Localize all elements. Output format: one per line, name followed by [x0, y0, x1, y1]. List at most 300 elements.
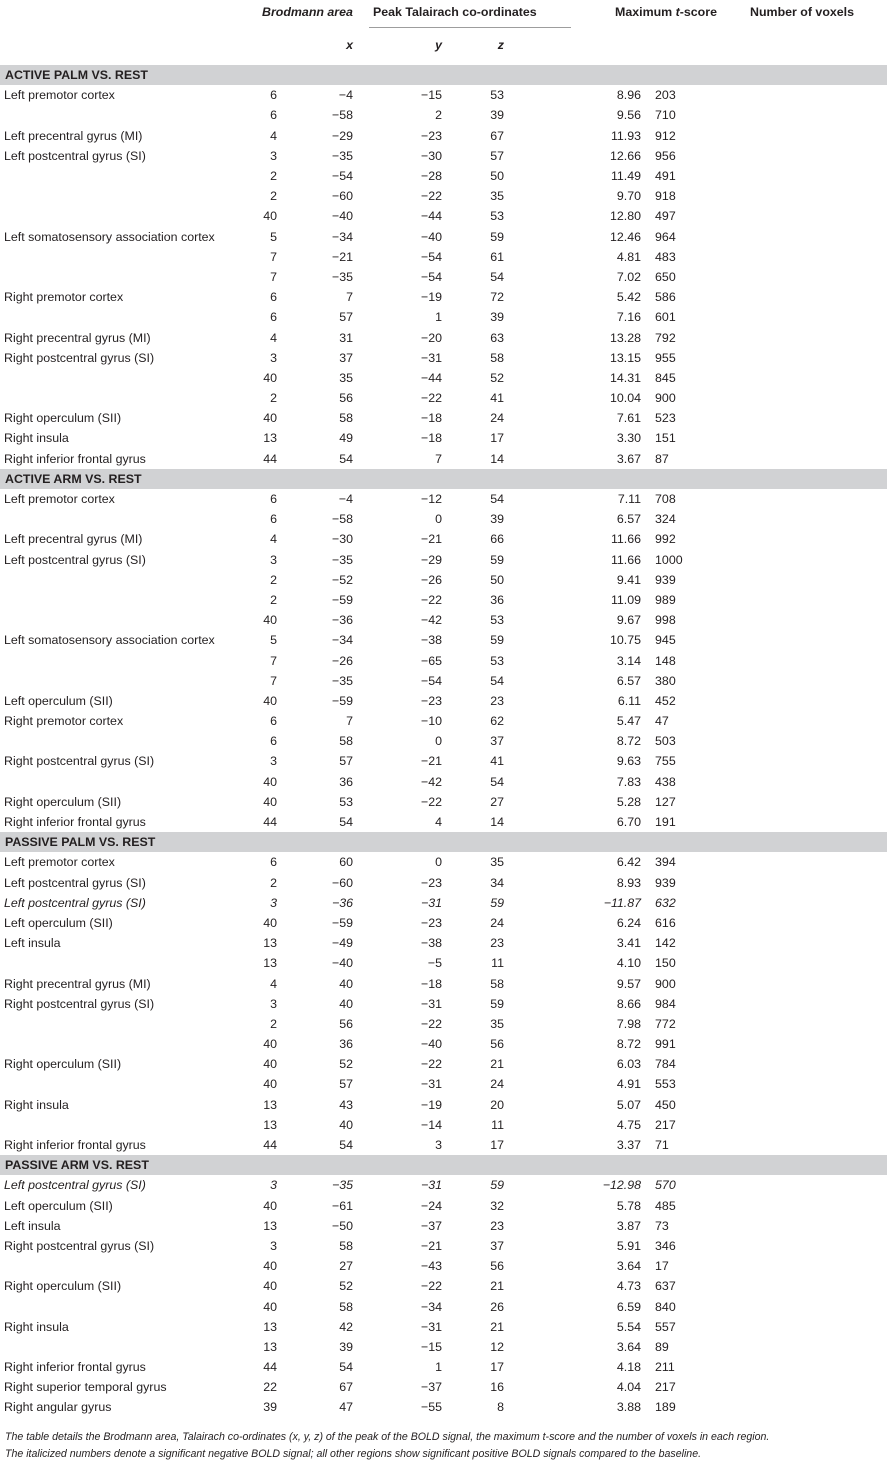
footnote-line-1: The table details the Brodmann area, Talairach co-ordinates (x, y, z) of the peak of the BOLD signal, the maximum t-score and the number of voxels in each region.	[5, 1430, 770, 1443]
cell-brodmann: 7	[270, 269, 277, 284]
section-title: ACTIVE PALM VS. REST	[0, 65, 887, 85]
cell-z: 26	[490, 1299, 504, 1314]
cell-voxels: 47	[655, 714, 669, 729]
cell-region: Left postcentral gyrus (SI)	[4, 895, 146, 910]
cell-region: Right inferior frontal gyrus	[4, 815, 146, 830]
cell-tscore: 5.47	[616, 714, 642, 729]
cell-x: −35	[331, 552, 353, 567]
cell-tscore: 13.28	[610, 330, 642, 345]
cell-x: −36	[331, 895, 353, 910]
cell-z: 21	[490, 1319, 504, 1334]
cell-region: Left somatosensory association cortex	[4, 229, 215, 244]
cell-brodmann: 4	[270, 532, 277, 547]
cell-voxels: 840	[655, 1299, 676, 1314]
cell-y: −23	[420, 915, 442, 930]
cell-spacer	[748, 428, 887, 448]
cell-region: Right precentral gyrus (MI)	[4, 330, 151, 345]
cell-brodmann: 6	[270, 855, 277, 870]
cell-x: 54	[339, 1138, 353, 1153]
cell-x: −59	[331, 693, 353, 708]
cell-voxels: 637	[655, 1279, 676, 1294]
cell-x: 54	[339, 815, 353, 830]
cell-brodmann: 40	[263, 774, 277, 789]
cell-voxels: 324	[655, 512, 676, 527]
cell-region: Left premotor cortex	[4, 88, 115, 103]
cell-z: 59	[490, 229, 504, 244]
cell-spacer	[524, 1095, 600, 1115]
cell-spacer	[524, 1296, 600, 1316]
cell-tscore: 3.87	[616, 1218, 642, 1233]
header-row	[0, 0, 887, 36]
cell-brodmann: 39	[263, 1400, 277, 1415]
cell-tscore: 5.07	[616, 1097, 642, 1112]
cell-z: 62	[490, 714, 504, 729]
cell-brodmann: 4	[270, 128, 277, 143]
cell-spacer	[748, 630, 887, 650]
cell-region: Left insula	[4, 936, 61, 951]
cell-z: 57	[490, 148, 504, 163]
cell-tscore: 7.61	[616, 411, 642, 426]
cell-voxels: 955	[655, 350, 676, 365]
cell-voxels: 964	[655, 229, 676, 244]
cell-y: −18	[420, 431, 442, 446]
cell-spacer	[524, 287, 600, 307]
cell-region	[0, 953, 232, 973]
cell-brodmann: 6	[270, 88, 277, 103]
cell-voxels: 792	[655, 330, 676, 345]
footnote-line-2: The italicized numbers denote a significant negative BOLD signal; all other regions show significant positive BOLD signals compared to the baseline.	[5, 1447, 702, 1460]
cell-spacer	[748, 1175, 887, 1195]
cell-z: 67	[490, 128, 504, 143]
cell-voxels: 150	[655, 956, 676, 971]
cell-spacer	[524, 913, 600, 933]
cell-spacer	[524, 327, 600, 347]
cell-z: 72	[490, 290, 504, 305]
table-row	[0, 85, 887, 105]
cell-spacer	[748, 247, 887, 267]
cell-spacer	[524, 812, 600, 832]
cell-spacer	[524, 1216, 600, 1236]
cell-x: 43	[339, 1097, 353, 1112]
table-row	[0, 428, 887, 448]
cell-spacer	[748, 873, 887, 893]
table-row	[0, 1135, 887, 1155]
cell-spacer	[748, 1337, 887, 1357]
table-row	[0, 630, 887, 650]
cell-spacer	[524, 630, 600, 650]
cell-z: 36	[490, 592, 504, 607]
cell-brodmann: 2	[270, 572, 277, 587]
cell-x: 37	[339, 350, 353, 365]
cell-tscore: 8.66	[616, 996, 642, 1011]
cell-tscore: 6.57	[616, 512, 642, 527]
cell-voxels: 900	[655, 391, 676, 406]
cell-region	[0, 570, 232, 590]
cell-brodmann: 13	[263, 1339, 277, 1354]
table-row	[0, 610, 887, 630]
header-peak: Peak Talairach co-ordinates	[353, 0, 600, 36]
cell-spacer	[524, 529, 600, 549]
cell-z: 34	[490, 875, 504, 890]
cell-x: −59	[331, 592, 353, 607]
cell-y: −23	[420, 128, 442, 143]
cell-z: 58	[490, 976, 504, 991]
cell-y: −31	[420, 1178, 442, 1193]
cell-spacer	[748, 307, 887, 327]
cell-x: 60	[339, 855, 353, 870]
cell-brodmann: 40	[263, 411, 277, 426]
cell-region: Left postcentral gyrus (SI)	[4, 148, 146, 163]
cell-brodmann: 2	[270, 592, 277, 607]
table-row	[0, 105, 887, 125]
cell-y: −5	[427, 956, 442, 971]
cell-z: 17	[490, 1360, 504, 1375]
cell-voxels: 939	[655, 572, 676, 587]
cell-region	[0, 590, 232, 610]
cell-voxels: 483	[655, 249, 676, 264]
table-row	[0, 529, 887, 549]
cell-tscore: 7.11	[617, 492, 642, 507]
cell-brodmann: 13	[263, 431, 277, 446]
cell-spacer	[748, 792, 887, 812]
cell-tscore: 9.41	[616, 572, 642, 587]
cell-tscore: 9.70	[616, 189, 642, 204]
cell-voxels: 784	[655, 1057, 676, 1072]
cell-tscore: 4.91	[616, 1077, 642, 1092]
cell-z: 54	[490, 774, 504, 789]
cell-z: 23	[490, 936, 504, 951]
cell-tscore: 3.37	[616, 1138, 642, 1153]
cell-tscore: 6.24	[616, 915, 642, 930]
cell-spacer	[748, 711, 887, 731]
cell-spacer	[524, 1317, 600, 1337]
cell-region	[0, 1256, 232, 1276]
table-row	[0, 206, 887, 226]
cell-brodmann: 13	[263, 1218, 277, 1233]
cell-z: 35	[490, 189, 504, 204]
cell-x: 36	[339, 1037, 353, 1052]
table-row	[0, 570, 887, 590]
cell-region: Right angular gyrus	[4, 1400, 112, 1415]
cell-spacer	[748, 105, 887, 125]
cell-brodmann: 6	[270, 290, 277, 305]
cell-brodmann: 40	[263, 613, 277, 628]
cell-brodmann: 2	[270, 391, 277, 406]
cell-spacer	[524, 590, 600, 610]
cell-x: 52	[339, 1279, 353, 1294]
cell-z: 61	[490, 249, 504, 264]
table-row	[0, 933, 887, 953]
cell-x: 56	[339, 1016, 353, 1031]
cell-voxels: 939	[655, 875, 676, 890]
cell-spacer	[748, 691, 887, 711]
cell-voxels: 189	[655, 1400, 676, 1415]
cell-spacer	[524, 126, 600, 146]
cell-y: −19	[420, 290, 442, 305]
cell-z: 12	[490, 1339, 504, 1354]
cell-tscore: 4.04	[616, 1380, 642, 1395]
cell-voxels: 945	[655, 633, 676, 648]
cell-y: 3	[435, 1138, 442, 1153]
cell-y: −15	[420, 1339, 442, 1354]
cell-tscore: 9.63	[616, 754, 642, 769]
cell-tscore: 6.42	[616, 855, 642, 870]
cell-tscore: 7.16	[616, 310, 642, 325]
cell-tscore: 8.72	[616, 1037, 642, 1052]
cell-spacer	[748, 1074, 887, 1094]
cell-voxels: 452	[655, 693, 676, 708]
cell-spacer	[524, 610, 600, 630]
cell-x: 36	[339, 774, 353, 789]
cell-y: −26	[420, 572, 442, 587]
cell-y: −43	[420, 1259, 442, 1274]
cell-brodmann: 3	[270, 754, 277, 769]
cell-voxels: 553	[655, 1077, 676, 1092]
cell-spacer	[748, 1135, 887, 1155]
peak-underline	[369, 27, 571, 28]
cell-region: Right operculum (SII)	[4, 411, 122, 426]
cell-tscore: 4.10	[616, 956, 642, 971]
table-row	[0, 1357, 887, 1377]
cell-spacer	[524, 1014, 600, 1034]
cell-x: 42	[339, 1319, 353, 1334]
cell-voxels: 191	[655, 815, 676, 830]
cell-y: −54	[420, 673, 442, 688]
cell-spacer	[524, 1256, 600, 1276]
cell-tscore: 9.67	[616, 613, 642, 628]
cell-y: −38	[420, 936, 442, 951]
cell-y: 0	[435, 734, 442, 749]
cell-region: Right inferior frontal gyrus	[4, 1360, 146, 1375]
table-footnote	[0, 1418, 887, 1463]
cell-x: −54	[331, 169, 353, 184]
cell-spacer	[524, 973, 600, 993]
cell-tscore: 4.81	[616, 249, 642, 264]
table-row	[0, 186, 887, 206]
cell-voxels: 601	[655, 310, 676, 325]
cell-voxels: 394	[655, 855, 676, 870]
cell-z: 16	[490, 1380, 504, 1395]
cell-y: −30	[420, 148, 442, 163]
cell-voxels: 73	[655, 1218, 669, 1233]
cell-z: 24	[490, 1077, 504, 1092]
cell-spacer	[748, 671, 887, 691]
table-row	[0, 267, 887, 287]
cell-spacer	[524, 731, 600, 751]
cell-spacer	[524, 1074, 600, 1094]
cell-brodmann: 40	[263, 1057, 277, 1072]
cell-spacer	[748, 1095, 887, 1115]
cell-voxels: 485	[655, 1198, 676, 1213]
cell-y: −54	[420, 249, 442, 264]
cell-z: 27	[490, 794, 504, 809]
cell-y: −54	[420, 269, 442, 284]
cell-x: 31	[339, 330, 353, 345]
cell-spacer	[748, 287, 887, 307]
cell-tscore: 14.31	[610, 370, 642, 385]
cell-spacer	[524, 671, 600, 691]
cell-spacer	[748, 590, 887, 610]
cell-region: Left insula	[4, 1218, 61, 1233]
cell-y: −22	[420, 1057, 442, 1072]
cell-tscore: 7.83	[616, 774, 642, 789]
cell-region: Right postcentral gyrus (SI)	[4, 996, 155, 1011]
cell-voxels: 586	[655, 290, 676, 305]
cell-y: −31	[420, 895, 442, 910]
cell-z: 14	[490, 451, 504, 466]
cell-spacer	[748, 812, 887, 832]
cell-region	[0, 772, 232, 792]
cell-spacer	[748, 1216, 887, 1236]
section-title: PASSIVE PALM VS. REST	[0, 832, 887, 852]
cell-brodmann: 40	[263, 1077, 277, 1092]
table-row	[0, 893, 887, 913]
table-row	[0, 327, 887, 347]
cell-spacer	[524, 873, 600, 893]
cell-spacer	[524, 933, 600, 953]
cell-spacer	[748, 1256, 887, 1276]
cell-tscore: 4.73	[616, 1279, 642, 1294]
cell-brodmann: 6	[270, 108, 277, 123]
cell-spacer	[524, 792, 600, 812]
cell-region: Right insula	[4, 1097, 69, 1112]
table-row	[0, 994, 887, 1014]
section-header	[0, 469, 887, 489]
cell-z: 53	[490, 209, 504, 224]
cell-z: 11	[491, 956, 504, 971]
cell-spacer	[748, 913, 887, 933]
cell-voxels: 616	[655, 915, 676, 930]
cell-spacer	[524, 953, 600, 973]
cell-voxels: 570	[655, 1178, 676, 1193]
cell-region: Right inferior frontal gyrus	[4, 1138, 146, 1153]
cell-voxels: 497	[655, 209, 676, 224]
cell-spacer	[748, 893, 887, 913]
cell-y: 2	[435, 108, 442, 123]
table-row	[0, 1196, 887, 1216]
cell-y: −21	[420, 1238, 442, 1253]
cell-tscore: 4.18	[616, 1360, 642, 1375]
cell-spacer	[748, 1054, 887, 1074]
table-row	[0, 1034, 887, 1054]
cell-spacer	[748, 449, 887, 469]
cell-brodmann: 40	[263, 693, 277, 708]
cell-region: Right premotor cortex	[4, 714, 124, 729]
cell-tscore: 13.15	[610, 350, 642, 365]
table-row	[0, 1115, 887, 1135]
cell-y: −15	[420, 88, 442, 103]
cell-x: 56	[339, 391, 353, 406]
cell-region	[0, 186, 232, 206]
cell-tscore: 3.67	[616, 451, 642, 466]
cell-brodmann: 6	[270, 492, 277, 507]
cell-tscore: 10.04	[610, 391, 642, 406]
cell-z: 39	[490, 310, 504, 325]
cell-spacer	[748, 550, 887, 570]
cell-tscore: 5.54	[616, 1319, 642, 1334]
cell-region	[0, 650, 232, 670]
table-row	[0, 307, 887, 327]
cell-z: 66	[490, 532, 504, 547]
cell-y: −42	[420, 613, 442, 628]
table-row	[0, 731, 887, 751]
cell-region: Right postcentral gyrus (SI)	[4, 350, 155, 365]
cell-brodmann: 40	[263, 370, 277, 385]
cell-y: −23	[420, 693, 442, 708]
cell-z: 59	[490, 895, 504, 910]
header-x: x	[346, 38, 353, 52]
cell-y: −34	[420, 1299, 442, 1314]
table-row	[0, 671, 887, 691]
cell-region	[0, 610, 232, 630]
cell-y: −19	[420, 1097, 442, 1112]
cell-x: 40	[339, 996, 353, 1011]
cell-tscore: 5.42	[616, 290, 642, 305]
table-row	[0, 873, 887, 893]
cell-z: 39	[490, 512, 504, 527]
cell-x: 40	[339, 976, 353, 991]
table-body	[0, 65, 887, 1418]
cell-spacer	[748, 489, 887, 509]
cell-x: 57	[339, 310, 353, 325]
cell-x: −58	[331, 512, 353, 527]
cell-spacer	[748, 166, 887, 186]
cell-y: −29	[420, 552, 442, 567]
section-title: PASSIVE ARM VS. REST	[0, 1155, 887, 1175]
cell-z: 59	[490, 552, 504, 567]
section-header	[0, 1155, 887, 1175]
cell-z: 11	[491, 1117, 504, 1132]
table-row	[0, 166, 887, 186]
cell-y: −40	[420, 1037, 442, 1052]
cell-y: −37	[420, 1218, 442, 1233]
cell-z: 24	[490, 915, 504, 930]
table-row	[0, 1377, 887, 1397]
cell-tscore: 3.64	[616, 1339, 642, 1354]
cell-tscore: 8.96	[616, 88, 642, 103]
cell-region	[0, 206, 232, 226]
cell-brodmann: 40	[263, 1279, 277, 1294]
cell-voxels: 900	[655, 976, 676, 991]
cell-region	[0, 105, 232, 125]
cell-spacer	[748, 146, 887, 166]
table-row	[0, 953, 887, 973]
cell-spacer	[748, 570, 887, 590]
cell-spacer	[524, 650, 600, 670]
cell-spacer	[748, 186, 887, 206]
cell-x: −36	[331, 613, 353, 628]
cell-x: 27	[339, 1259, 353, 1274]
cell-voxels: 142	[655, 936, 676, 951]
cell-z: 8	[497, 1400, 504, 1415]
cell-voxels: 772	[655, 1016, 676, 1031]
cell-spacer	[748, 953, 887, 973]
cell-z: 35	[490, 855, 504, 870]
cell-spacer	[748, 751, 887, 771]
cell-z: 53	[490, 613, 504, 628]
cell-y: −38	[420, 633, 442, 648]
cell-tscore: 8.72	[616, 734, 642, 749]
cell-y: −21	[420, 532, 442, 547]
cell-x: −60	[331, 189, 353, 204]
cell-y: −23	[420, 875, 442, 890]
cell-brodmann: 3	[270, 1178, 277, 1193]
cell-region: Left postcentral gyrus (SI)	[4, 552, 146, 567]
cell-region: Left premotor cortex	[4, 855, 115, 870]
cell-z: 54	[490, 269, 504, 284]
cell-z: 37	[490, 734, 504, 749]
cell-y: −22	[420, 391, 442, 406]
